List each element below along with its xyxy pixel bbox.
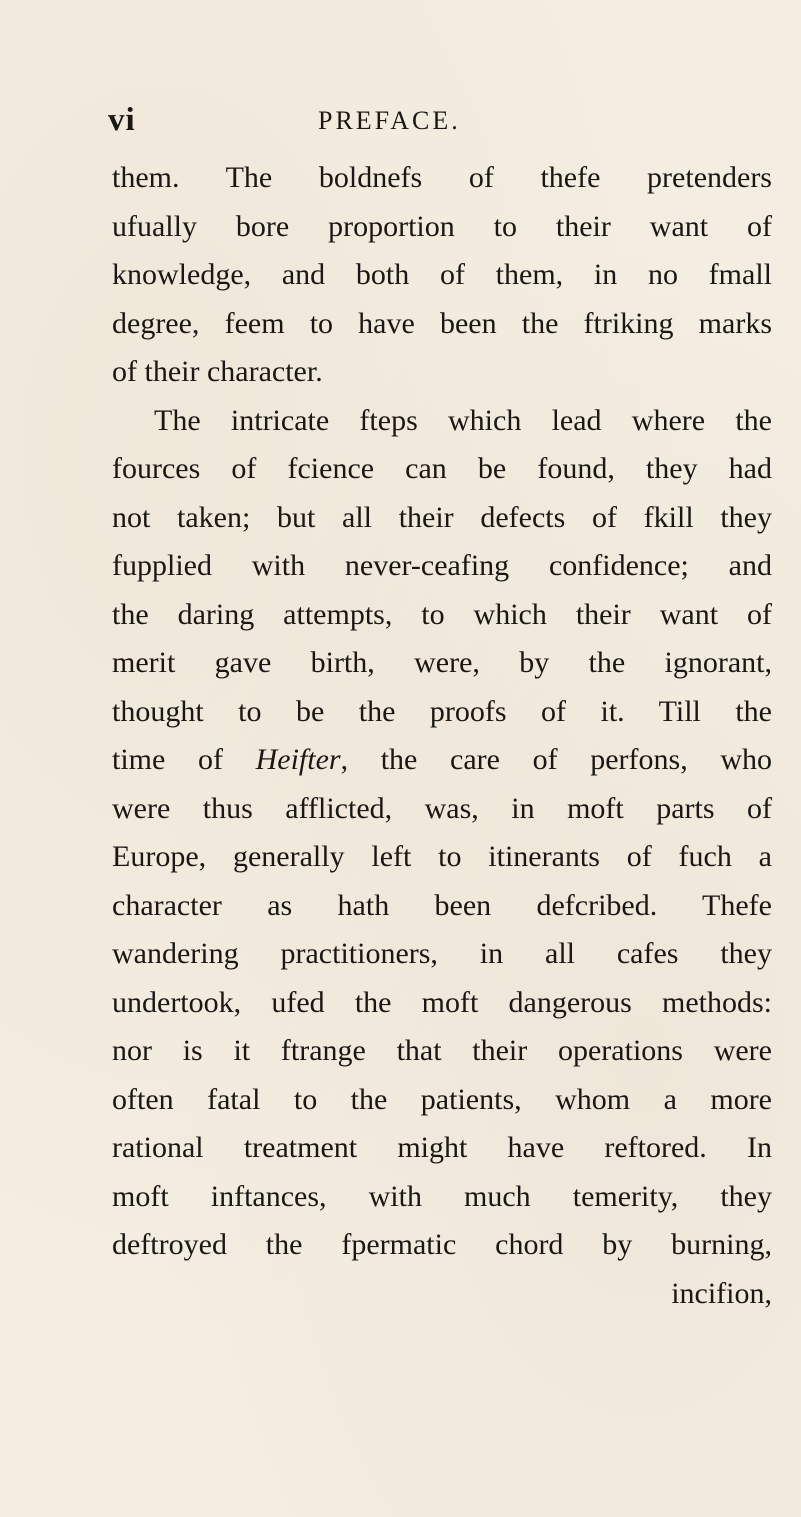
catchword: incifion, [671, 1276, 772, 1310]
text-line: often fatal to the patients, whom a more [112, 1082, 772, 1116]
text-line: them. The boldnefs of thefe pretenders [112, 161, 772, 194]
text-line: nor is it ftrange that their operations were [112, 1034, 772, 1067]
text-line: thought to be the proofs of it. Till the [112, 694, 772, 728]
body-text [112, 154, 772, 1318]
text-line: knowledge, and both of them, in no fmall [112, 258, 772, 291]
text-line: The intricate fteps which lead where the [154, 403, 772, 437]
text-line: deftroyed the fpermatic chord by burning, [112, 1228, 772, 1261]
text-line: rational treatment might have reftored. In [112, 1131, 772, 1164]
text-line: Europe, generally left to itinerants of fuch a [112, 840, 772, 873]
text-line-mixed [112, 736, 772, 785]
text-line: fupplied with never-ceafing confidence; and [112, 549, 772, 582]
text-line: ufually bore proportion to their want of [112, 209, 772, 243]
page-number: vi [108, 102, 136, 138]
text-line: merit gave birth, were, by the ignorant, [112, 646, 772, 679]
page-header [0, 102, 801, 142]
text-fragment: time of [112, 743, 256, 776]
text-fragment: , the care of perfons, who [340, 743, 772, 776]
text-line: of their character. [112, 355, 323, 388]
text-line: character as hath been defcribed. Thefe [112, 888, 772, 922]
running-head: PREFACE. [318, 106, 461, 135]
italic-name: Heifter [255, 743, 341, 776]
text-line: fources of fcience can be found, they had [112, 452, 772, 485]
text-line: wandering practitioners, in all cafes they [112, 937, 772, 970]
text-line: were thus afflicted, was, in moft parts of [112, 791, 772, 825]
text-line: not taken; but all their defects of fkill they [112, 500, 772, 534]
text-line: the daring attempts, to which their want of [112, 597, 772, 631]
text-line: undertook, ufed the moft dangerous methods: [112, 985, 772, 1019]
text-line: moft inftances, with much temerity, they [112, 1179, 772, 1213]
text-line: degree, feem to have been the ftriking marks [112, 306, 772, 340]
